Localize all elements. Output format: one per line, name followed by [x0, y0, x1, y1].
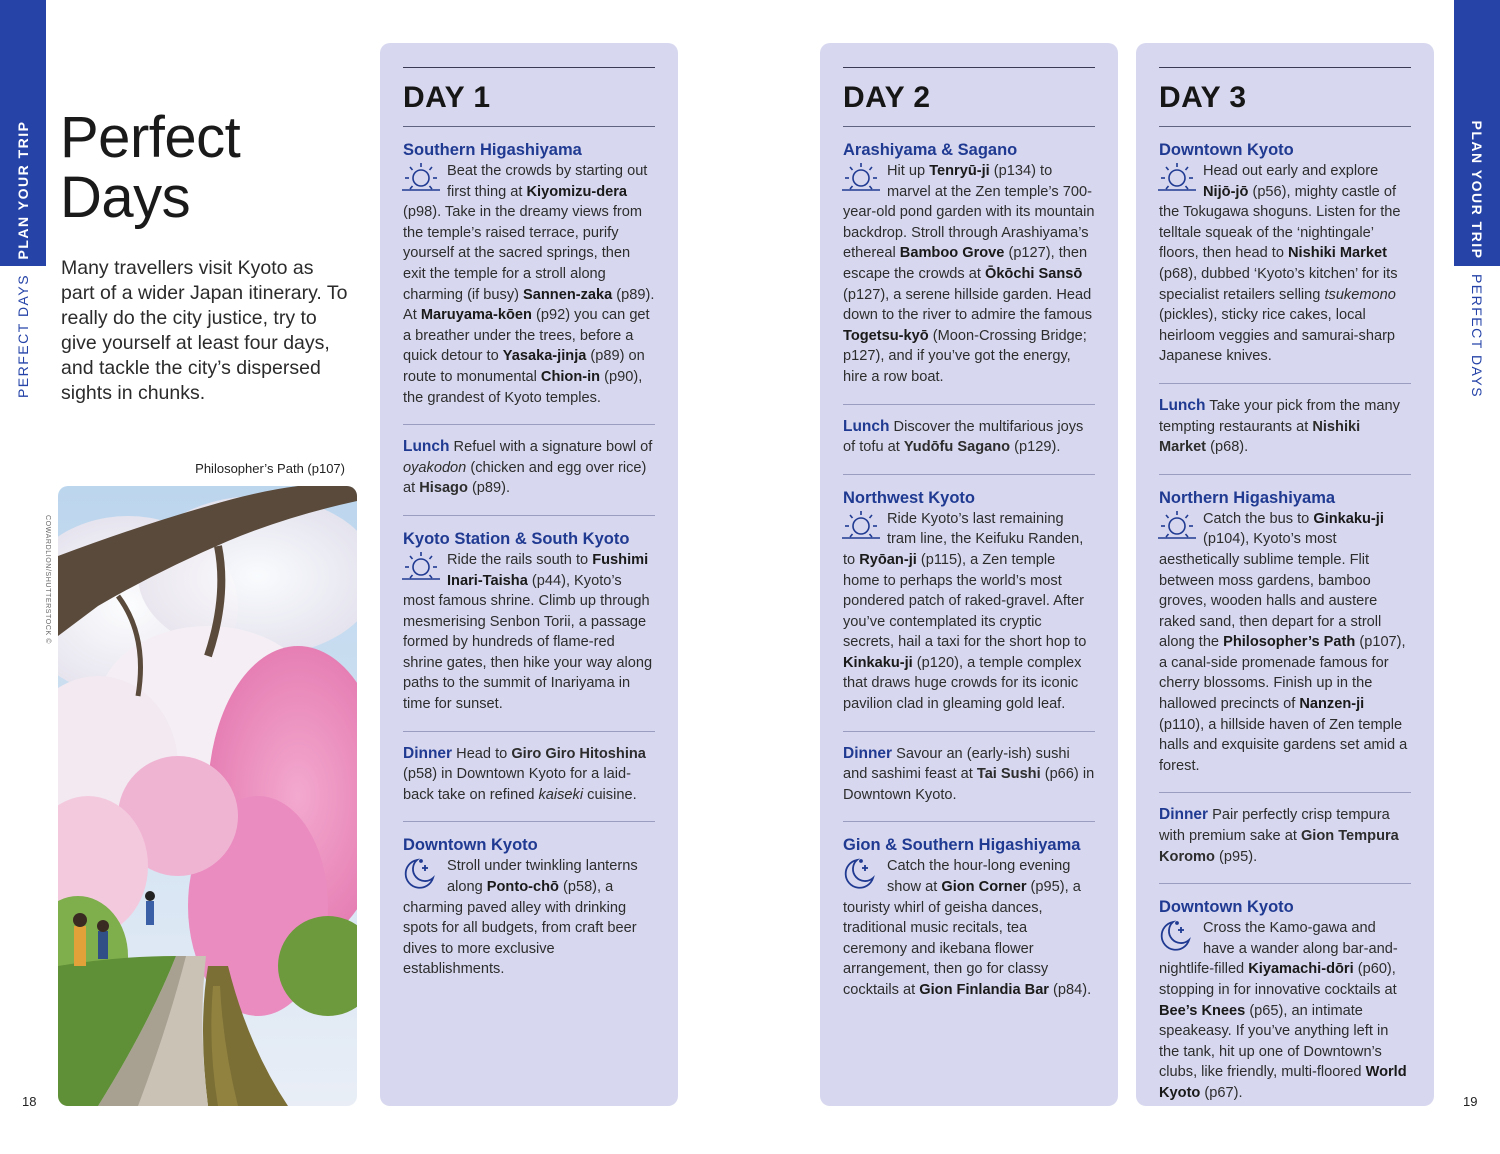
text-run: (p89). At — [403, 286, 655, 324]
text-run: Discover the multifarious joys of tofu at — [843, 418, 1084, 456]
place-name: Nanzen-ji — [1299, 696, 1365, 713]
moon-icon — [841, 856, 881, 894]
text-run: Stroll under twinkling lanterns along — [447, 858, 638, 896]
sun-icon — [841, 509, 881, 547]
text-run: (pickles), sticky rice cakes, local heirloom veggies and samurai-sharp Japanese knives. — [1159, 307, 1396, 365]
section-tab — [1454, 0, 1500, 266]
photo-credit-text: COWARDLION/SHUTTERSTOCK © — [44, 515, 51, 645]
moon-icon — [1157, 918, 1197, 956]
right-page-number: 19 — [1463, 1094, 1478, 1109]
text-run: (p110), a hillside haven of Zen temple halls and exquisite gardens set amid a forest. — [1159, 716, 1408, 774]
place-name: Gion Tempura Koromo — [1159, 828, 1399, 865]
meal-label: Lunch — [403, 438, 450, 456]
text-run: (p56), mighty castle of the Tokugawa shoguns. Listen for the telltale squeak of the ‘nightingale’ floors, then head to — [1159, 183, 1401, 262]
dinner-tip — [843, 744, 1095, 806]
chapter-tab-label: PERFECT DAYS — [15, 273, 31, 399]
intro-paragraph: Many travellers visit Kyoto as part of a wider Japan itinerary. To really do the city justice, try to give yourself at least four days, and tackle the city’s dispersed sights in chunks. — [61, 257, 348, 404]
text-run: (p65), an intimate speakeasy. If you’ve anything left in the tank, hit up one of Downtown’s clubs, like friendly, multi-floored — [1159, 1002, 1389, 1081]
place-name: Gion Finlandia Bar — [919, 982, 1049, 998]
itinerary-section — [403, 528, 655, 715]
philosophers-path-photo — [58, 486, 357, 1106]
section-body — [1159, 161, 1411, 367]
text-run: (p104), Kyoto’s most aesthetically sublime temple. Flit between moss gardens, bamboo groves, wooden halls and austere raked sand, then depart for a stroll along the — [1159, 531, 1382, 651]
day-3-panel — [1136, 43, 1434, 1106]
itinerary-section — [1159, 896, 1411, 1103]
meal-text — [1159, 805, 1411, 867]
lunch-tip — [843, 417, 1095, 458]
place-name: Bee’s Knees — [1159, 1002, 1246, 1019]
section-body — [403, 550, 655, 715]
meal-text — [843, 744, 1095, 806]
text-run: (p58), a charming paved alley with drinking spots for all budgets, from craft beer dives to more exclusive establishments. — [403, 879, 637, 978]
dinner-tip — [1159, 805, 1411, 867]
place-name: Chion-in — [540, 368, 601, 385]
section-divider — [1159, 792, 1411, 793]
place-name: Togetsu-kyō — [843, 327, 929, 344]
page-title-line2: Days — [60, 165, 191, 230]
place-name: Tai Sushi — [976, 766, 1041, 783]
place-name: Philosopher’s Path — [1223, 634, 1356, 651]
text-run: (p134) to marvel at the Zen temple’s 700-year-old pond garden with its mountain backdrop. Stroll through Arashiyama’s ethereal — [843, 163, 1095, 262]
place-name: Sannen-zaka — [523, 286, 613, 303]
meal-label: Dinner — [843, 744, 893, 762]
text-run: (p89) on route to monumental — [403, 348, 645, 385]
text-run: (p90), the grandest of Kyoto temples. — [403, 368, 643, 406]
section-heading: Downtown Kyoto — [1159, 898, 1294, 917]
chapter-tab — [1454, 266, 1500, 406]
sun-icon — [401, 550, 441, 588]
text-run: Catch the hour-long evening show at — [887, 858, 1071, 896]
section-divider — [1159, 883, 1411, 884]
text-run: (p68), dubbed ‘Kyoto’s kitchen’ for its specialist retailers selling — [1159, 265, 1398, 303]
place-name: Yasaka-jinja — [502, 348, 587, 365]
section-heading: Kyoto Station & South Kyoto — [403, 529, 630, 548]
text-run: (p60), stopping in for innovative cocktails at — [1159, 961, 1397, 998]
text-run: Savour an (early-ish) sushi and sashimi feast at — [843, 745, 1070, 783]
text-run: (p120), a temple complex that draws huge crowds for its iconic pavilion clad in gleaming gold leaf. — [843, 654, 1082, 713]
place-name: World Kyoto — [1159, 1064, 1407, 1101]
title-rule — [843, 126, 1095, 127]
meal-label: Lunch — [843, 417, 890, 435]
section-body — [403, 161, 655, 408]
text-run: (p95), a touristy whirl of geisha dances, traditional music recitals, tea ceremony and ikebana flower arrangement, then go for classy cocktails at — [843, 879, 1081, 998]
photo-caption: Philosopher’s Path (p107) — [195, 461, 345, 476]
sun-icon — [1157, 161, 1197, 199]
place-name: Bamboo Grove — [899, 245, 1005, 262]
place-name: Tenryū-ji — [929, 163, 990, 179]
text-run: Pair perfectly crisp tempura with premium sake at — [1159, 807, 1390, 845]
section-divider — [1159, 474, 1411, 475]
text-run: Beat the crowds by starting out first thing at — [447, 163, 648, 200]
text-run: Cross the Kamo-gawa and have a wander along bar-and-nightlife-filled — [1159, 920, 1398, 978]
section-body — [1159, 918, 1411, 1103]
section-body — [843, 161, 1095, 388]
chapter-tab-label: PERFECT DAYS — [1469, 273, 1485, 399]
place-name: Nijō-jō — [1203, 183, 1249, 200]
itinerary-section — [403, 139, 655, 408]
text-run: (p44), Kyoto’s most famous shrine. Climb up through mesmerising Senbon Torii, a passage formed by hundreds of flame-red shrine gates, then hike your way along paths to the summit of Inariyama in time for sunset. — [403, 572, 653, 713]
page-title — [60, 105, 241, 230]
text-run: Ride Kyoto’s last remaining tram line, the Keifuku Randen, to — [843, 510, 1084, 568]
foreign-term: oyakodon — [403, 459, 467, 476]
section-divider — [403, 424, 655, 425]
meal-label: Dinner — [403, 744, 453, 762]
meal-text — [403, 437, 655, 499]
place-name: Kiyomizu-dera — [526, 183, 628, 200]
place-name: Ōkōchi Sansō — [984, 265, 1083, 282]
itinerary-section — [1159, 487, 1411, 777]
sun-icon — [841, 161, 881, 199]
text-run: (p67). — [1200, 1084, 1243, 1101]
section-divider — [843, 404, 1095, 405]
section-heading: Northern Higashiyama — [1159, 488, 1336, 507]
section-divider — [403, 731, 655, 732]
foreign-term: tsukemono — [1324, 286, 1396, 303]
place-name: Yudōfu Sagano — [903, 439, 1011, 456]
text-run: (p89). — [467, 480, 511, 497]
text-run: Catch the bus to — [1203, 510, 1314, 527]
section-divider — [403, 821, 655, 822]
title-rule — [403, 126, 655, 127]
text-run: Head out early and explore — [1203, 163, 1379, 179]
text-run: cuisine. — [583, 786, 637, 803]
top-rule — [843, 67, 1095, 68]
section-divider — [843, 474, 1095, 475]
text-run: (p115), a Zen temple home to perhaps the world’s most pondered patch of raked-gravel. After you’ve contemplated its cryptic secrets, hail a taxi for the short hop to — [843, 551, 1087, 651]
section-heading: Arashiyama & Sagano — [843, 141, 1018, 159]
day-2-panel — [820, 43, 1118, 1106]
text-run: (p129). — [1010, 439, 1061, 456]
section-divider — [403, 515, 655, 516]
place-name: Hisago — [419, 480, 468, 497]
text-run: Head to — [452, 745, 512, 762]
text-run: Hit up — [887, 163, 930, 179]
place-name: Giro Giro Hitoshina — [511, 745, 646, 762]
section-tab-label: PLAN YOUR TRIP — [1469, 120, 1485, 260]
meal-label: Lunch — [1159, 396, 1206, 414]
left-side-tab — [0, 0, 46, 406]
text-run: (p127), then escape the crowds at — [843, 245, 1088, 282]
page-title-line1: Perfect — [60, 105, 241, 170]
text-run: (p92) you can get a breather under the trees, before a quick detour to — [403, 307, 650, 365]
title-rule — [1159, 126, 1411, 127]
section-divider — [843, 731, 1095, 732]
place-name: Nishiki Market — [1159, 418, 1361, 456]
section-heading: Gion & Southern Higashiyama — [843, 836, 1081, 855]
lunch-tip — [403, 437, 655, 499]
moon-icon — [401, 856, 441, 894]
top-rule — [403, 67, 655, 68]
section-heading: Northwest Kyoto — [843, 488, 975, 507]
section-body — [843, 509, 1095, 715]
day-1-panel — [380, 43, 678, 1106]
place-name: Ponto-chō — [486, 879, 559, 896]
text-run: (Moon-Crossing Bridge; p127), and if you’ve got the energy, hire a row boat. — [843, 327, 1087, 385]
place-name: Nishiki Market — [1288, 245, 1387, 262]
itinerary-section — [843, 834, 1095, 1000]
section-body — [843, 856, 1095, 1000]
text-run: (chicken and egg over rice) at — [403, 459, 647, 497]
section-heading: Southern Higashiyama — [403, 141, 582, 159]
itinerary-section — [1159, 139, 1411, 367]
section-tab — [0, 0, 46, 266]
text-run: (p84). — [1048, 982, 1092, 998]
top-rule — [1159, 67, 1411, 68]
place-name: Kinkaku-ji — [843, 654, 913, 671]
place-name: Fushimi Inari-Taisha — [447, 551, 649, 589]
lunch-tip — [1159, 396, 1411, 458]
text-run: Refuel with a signature bowl of — [449, 439, 653, 456]
text-run: (p68). — [1206, 439, 1249, 456]
place-name: Maruyama-kōen — [420, 307, 532, 324]
text-run: (p107), a canal-side promenade famous for cherry blossoms. Finish up in the hallowed precincts of — [1159, 634, 1406, 713]
foreign-term: kaiseki — [538, 786, 584, 803]
sun-icon — [401, 161, 441, 199]
chapter-tab — [0, 266, 46, 406]
day-title: DAY 3 — [1159, 81, 1247, 114]
meal-text — [403, 744, 655, 806]
day-title: DAY 1 — [403, 81, 491, 114]
right-side-tab — [1454, 0, 1500, 406]
section-divider — [843, 821, 1095, 822]
text-run: Ride the rails south to — [447, 551, 593, 568]
itinerary-section — [843, 139, 1095, 388]
left-page-number: 18 — [22, 1094, 37, 1109]
place-name: Kiyamachi-dōri — [1248, 961, 1354, 978]
section-divider — [1159, 383, 1411, 384]
text-run: (p58) in Downtown Kyoto for a laid-back take on refined — [403, 766, 631, 803]
section-heading: Downtown Kyoto — [1159, 141, 1294, 159]
day-title: DAY 2 — [843, 81, 931, 114]
meal-text — [843, 417, 1095, 458]
meal-label: Dinner — [1159, 806, 1209, 824]
text-run: (p66) in Downtown Kyoto. — [843, 766, 1095, 803]
itinerary-section — [403, 834, 655, 980]
section-body — [403, 856, 655, 980]
place-name: Ryōan-ji — [859, 551, 917, 568]
text-run: (p95). — [1214, 848, 1258, 865]
dinner-tip — [403, 744, 655, 806]
text-run: Take your pick from the many tempting restaurants at — [1159, 397, 1400, 435]
section-body — [1159, 509, 1411, 777]
text-run: (p127), a serene hillside garden. Head down to the river to admire the famous — [843, 286, 1093, 324]
place-name: Ginkaku-ji — [1313, 510, 1384, 527]
text-run: (p98). Take in the dreamy views from the temple’s raised terrace, purify yourself at the sacred springs, then exit the temple for a stroll along charming (if busy) — [403, 204, 643, 303]
section-heading: Downtown Kyoto — [403, 836, 538, 855]
meal-text — [1159, 396, 1411, 458]
sun-icon — [1157, 509, 1197, 547]
place-name: Gion Corner — [941, 879, 1027, 896]
itinerary-section — [843, 487, 1095, 715]
section-tab-label: PLAN YOUR TRIP — [15, 120, 31, 260]
